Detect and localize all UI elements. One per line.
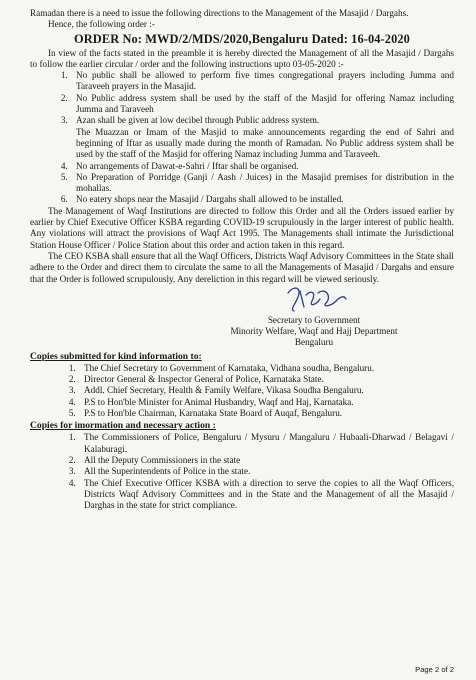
copies-info-list: [30, 363, 454, 419]
copies-info-title: Copies submitted for kind information to:: [30, 350, 202, 362]
hence-text: Hence, the following order :-: [48, 19, 155, 30]
copies-action-list: [30, 432, 454, 511]
preamble-text: In view of the facts stated in the preamble it is hereby directed the Management of all the Masajid / Dargahs to follow the earlier circular / order and the following instructions upto 03-05-2020 :-: [30, 47, 454, 69]
handwritten-signature: [282, 283, 352, 317]
list-item: 2. No Public address system shall be used by the staff of the Masjid for offering Namaz including Jumma and Taraveeh: [70, 93, 454, 116]
list-item: 5. P.S to Hon'ble Chairman, Karnataka State Board of Auqaf, Bengaluru.: [78, 408, 454, 419]
list-item: 6. No eatery shops near the Masajid / Dargahs shall allowed to be installed.: [70, 194, 454, 205]
list-item: 5. No Preparation of Porridge (Ganji / Aash / Juices) in the Masajid premises for distribution in the mohallas.: [70, 172, 454, 195]
list-item: [70, 115, 454, 160]
ceo-paragraph: The CEO KSBA shall ensure that all the Waqf Officers, Districts Waqf Advisory Committees in the State shall adhere to the Order and direct them to circulate the same to all the Managements of Masajid / Dargahs and ensure that the Order is followed scrupulously. Any dereliction in this regard will be viewed seriously.: [30, 250, 454, 284]
signature-line-3: Bengaluru: [294, 337, 334, 348]
list-item: 1. No public shall be allowed to perform five times congregational prayers including Jumma and Taraveeh prayers in the Masajid.: [70, 70, 454, 93]
list-item: 2. All the Deputy Commissioners in the state: [78, 455, 454, 466]
list-item: 1. The Chief Secretary to Government of Karnataka, Vidhana soudha, Bengaluru.: [78, 363, 454, 374]
list-item: 4. No arrangements of Dawat-e-Sahri / Iftar shall be organised.: [70, 161, 454, 172]
order-title: ORDER No: MWD/2/MDS/2020,Bengaluru Dated: 16-04-2020: [74, 31, 410, 46]
copies-action-title: Copies for imormation and necessary action :: [30, 420, 216, 432]
list-item: 4. The Chief Executive Officer KSBA with a direction to serve the copies to all the Waqf Officers, Districts Waqf Advisory Committees and in the State and the Management of all the Masajid / Darghas in the state for strict compliance.: [78, 478, 454, 512]
list-item: 1. The Commissioners of Police, Bengaluru / Mysuru / Mangaluru / Hubaali-Dharwad / Belagavi / Kalaburagi.: [78, 432, 454, 455]
signature-line-2: Minority Welfare, Waqf and Hajj Department: [230, 326, 398, 337]
page-number: Page 2 of 2: [415, 665, 454, 674]
directions-list: [30, 70, 454, 206]
list-item: 2. Director General & Inspector General of Police, Karnataka State.: [78, 374, 454, 385]
list-item: 3. Addl. Chief Secretary, Health & Family Welfare, Vikasa Soudha Bengaluru.: [78, 385, 454, 396]
signature-line-1: Secretary to Government: [267, 314, 361, 325]
list-item: 3. All the Superintendents of Police in the state.: [78, 466, 454, 477]
signature-block: [214, 289, 414, 349]
waqf-paragraph: The Management of Waqf Institutions are directed to follow this Order and all the Orders issued earlier by earlier by Chief Executive Officer KSBA regarding COVID-19 scrupulously in the larger interest of public health. Any violations will attract the provisions of Waqf Act 1995. The Managements shall intimate the Jurisdictional Station House Officer / Police Station about this order and action taken in this regard.: [30, 205, 454, 250]
signature-area: [30, 289, 454, 348]
list-item: 4. P.S to Hon'ble Minister for Animal Husbandry, Waqf and Haj, Karnataka.: [78, 397, 454, 408]
intro-text: Ramadan there is a need to issue the following directions to the Management of the Masajid / Dargahs.: [30, 8, 409, 18]
direction-3-text: Azan shall be given at low decibel through Public address system.: [76, 115, 320, 126]
direction-3-extra: The Muazzan or Imam of the Masjid to make announcements regarding the end of Sahri and beginning of Iftar as usually made during the month of Ramadan. No Public address system shall be used by the staff of the Masjid for offering Namaz including Jumma and Taraveeh.: [76, 126, 454, 160]
